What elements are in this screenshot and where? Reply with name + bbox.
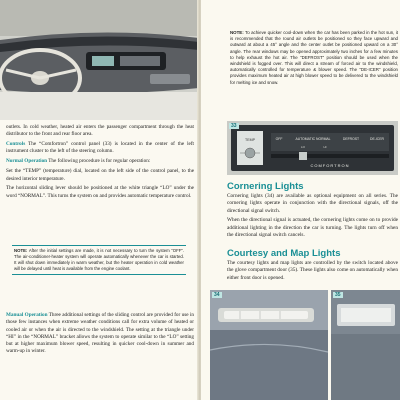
comfortron-text: The “Comfortron” control panel (33) is located in the center of the left instrument cluster to the left of the steering column.	[6, 141, 194, 155]
normal-step-2: The horizontal sliding lever should be positioned at the white triangle “LO” under the word “NORMAL”. This turns the system on and provides automatic temperature control.	[6, 185, 194, 199]
panel-label-temp: TEMP	[245, 138, 255, 142]
right-note-text: To achieve quicker cool-down when the car has been parked in the hot sun, it is recommended that the round air outlets be positioned so they face upward and outward at about a 45° angle and the center outlet be positioned upward on a 30° angle. The rear windows may be opened approximately two inches for a few minutes to help exhaust the hot air. The “DEFROST” position should be used when the windshield is fogged over. This will direct a stream of forced air to the windshield, automatically controlled for temperature & blower speed. The “DE-ICER” position provides maximum heated air at high blower speed to be delivered to the windshield for melting ice and snow.	[230, 30, 399, 85]
figure-33-badge: 33	[231, 123, 237, 129]
normal-operation-text: The following procedure is for regular operation:	[48, 158, 151, 165]
intro-text: outlets. In cold weather, heated air enters the passenger compartment through the heat distributor to the front and rear floor area.	[6, 124, 194, 138]
left-note-text: After the initial settings are made, it is not necessary to turn the system “OFF”. The air-conditioner-heater system will operate automatically whenever the car is started. It will shut down immediately in warm weather, but the heater operation in cold weather will be delayed until heat is available from the engine coolant.	[14, 248, 184, 272]
right-note	[230, 30, 398, 86]
courtesy-body	[227, 260, 398, 284]
panel-label-deicer: DE-ICER	[370, 137, 384, 141]
normal-operation-heading: Normal Operation	[6, 158, 48, 165]
cornering-paragraph-1: Cornering lights (34) are available as optional equipment on all series. The cornering lights operate in conjunction with the directional signals, off the directional signal switch.	[227, 193, 398, 214]
panel-label-defrost: DEFROST	[342, 137, 360, 141]
map-light-switch-photo	[331, 290, 400, 400]
courtesy-heading: Courtesy and Map Lights	[227, 248, 341, 259]
panel-label-comfortron: COMFORTRON	[310, 163, 350, 168]
manual-operation-paragraph	[6, 312, 194, 356]
left-page	[0, 0, 199, 400]
panel-label-hi: HI	[323, 145, 327, 149]
dashboard-photo	[0, 0, 199, 120]
cornering-heading: Cornering Lights	[227, 181, 304, 192]
manual-operation-heading: Manual Operation	[6, 312, 48, 318]
cornering-paragraph-2: When the directional signal is actuated, the cornering lights come on to provide additional lighting in the direction the car is turning. The lights turn off when the directional signal switch cancels.	[227, 217, 398, 239]
courtesy-paragraph-1: The courtesy lights and map lights are controlled by the switch located above the glove compartment door (35). These lights also come on automatically when either front door is opened.	[227, 260, 398, 281]
normal-step-1: Set the “TEMP” (temperature) dial, located on the left side of the control panel, to the desired interior temperature.	[6, 168, 194, 182]
panel-label-lo: LO	[300, 145, 306, 149]
left-body	[6, 124, 194, 203]
comfortron-paragraph	[6, 141, 194, 156]
right-note-label: NOTE:	[230, 30, 244, 35]
panel-label-off: OFF	[275, 137, 283, 141]
panel-label-normal: AUTOMATIC NORMAL	[295, 137, 331, 141]
manual-operation-block	[6, 312, 194, 358]
comfortron-heading: Controls	[6, 141, 26, 148]
left-note-box	[12, 245, 186, 275]
cornering-light-photo	[210, 290, 328, 400]
left-note-label: NOTE:	[14, 248, 28, 253]
normal-operation-paragraph	[6, 158, 194, 165]
cornering-body	[227, 193, 398, 242]
comfortron-panel-photo	[227, 121, 398, 175]
figure-34-badge: 34	[214, 292, 220, 298]
panel-slider-lever	[299, 152, 307, 160]
figure-35-badge: 35	[335, 292, 341, 298]
manual-operation-text: Three additional settings of the sliding control are provided for use in those few instances when extreme weather conditions call for extra volume of heated or cooled air or when the air is directed to the windshield. The setting at the triangle under “HI” in the “NORMAL” bracket allows the system to operate similar to the “LO” setting but at higher maximum blower speed, resulting in quicker cool-down in summer and warm-up in winter.	[6, 312, 194, 355]
